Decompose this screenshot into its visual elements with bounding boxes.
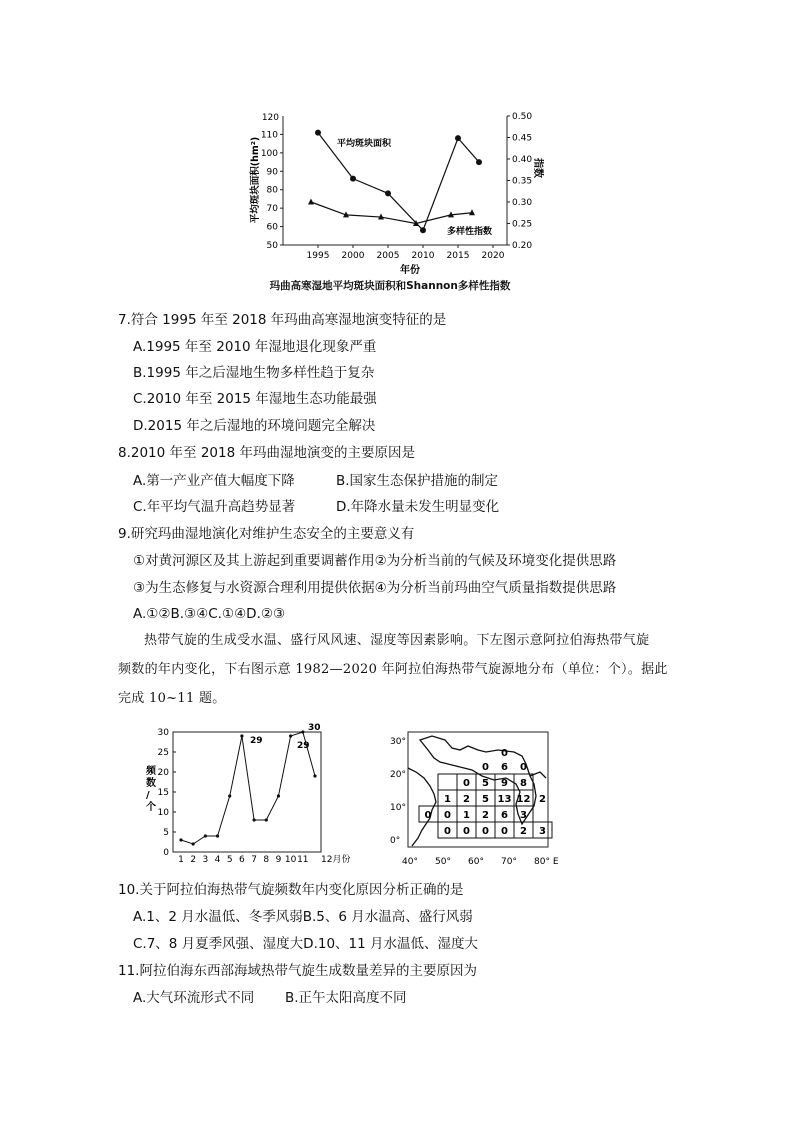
chart2-x-tick-label: 5 (226, 855, 233, 865)
map-cell-count: 5 (482, 778, 489, 789)
intro-line1: 热带气旋的生成受水温、盛行风风速、湿度等因素影响。下左图示意阿拉伯海热带气旋 (144, 633, 650, 648)
intro-line3: 完成 10~11 题。 (118, 691, 226, 706)
q8-option-a: A.第一产业产值大幅度下降 (133, 473, 295, 489)
coastline-africa (408, 768, 436, 846)
map-lat-label: 30° (390, 737, 406, 747)
q11-stem: 11.阿拉伯海东西部海域热带气旋生成数量差异的主要原因为 (118, 963, 477, 979)
q11-option-b: B.正午太阳高度不同 (285, 990, 407, 1006)
map-lon-label: 70° (501, 857, 517, 867)
left-tick-label: 50 (266, 241, 278, 251)
left-tick-label: 60 (266, 222, 278, 233)
q9-statement-line2: ③为生态修复与水资源合理利用提供依据④为分析当前玛曲空气质量指数提供思路 (133, 580, 617, 596)
map-cell-count: 9 (501, 778, 508, 789)
map-cell-count: 3 (539, 826, 546, 837)
map-cell-count: 0 (520, 762, 527, 773)
series-avg-patch-area-point (455, 135, 461, 141)
x-tick-label: 2000 (341, 251, 365, 261)
q9-options: A.①②B.③④C.①④D.②③ (133, 606, 286, 622)
right-tick-label: 0.30 (512, 198, 533, 208)
map-cell-count: 0 (501, 748, 508, 759)
chart2-series-point (313, 774, 316, 777)
series-avg-patch-area-point (476, 159, 482, 165)
map-lat-label: 10° (390, 803, 406, 813)
chart2-series-point (301, 730, 304, 733)
chart2-x-tick-label: 6 (239, 855, 245, 865)
series-avg-patch-area-point (385, 190, 391, 196)
map-grid-cell (438, 774, 457, 790)
series-diversity-index-line (311, 202, 472, 224)
chart-cyclone-frequency (140, 722, 355, 867)
q10-options-line2: C.7、8 月夏季风强、湿度大D.10、11 月水温低、湿度大 (133, 936, 479, 952)
label-avg-patch-area: 平均斑块面积 (337, 139, 392, 149)
map-lon-label: 40° (402, 857, 418, 867)
chart2-x-tick-label: 10 (284, 855, 297, 865)
q7-option-c: C.2010 年至 2015 年湿地生态功能最强 (133, 391, 377, 407)
chart-patch-area-shannon (245, 108, 545, 280)
map-lon-label: 60° (468, 857, 484, 867)
chart2-x-tick-label: 1 (178, 855, 184, 865)
map-latitude-labels (390, 737, 406, 846)
chart2-series-point (289, 734, 292, 737)
left-ticks (261, 130, 283, 251)
map-cell-count: 0 (482, 826, 489, 837)
chart2-x-tick-label: 11 (297, 855, 309, 865)
map-lon-label: 80° E (534, 857, 559, 867)
map-cell-count: 0 (424, 810, 432, 821)
x-tick-label: 2015 (446, 251, 470, 261)
q8-option-d: D.年降水量未发生明显变化 (336, 499, 500, 515)
right-tick-label: 0.45 (512, 133, 533, 144)
series-diversity-index-point (308, 199, 314, 205)
chart2-annotation-29-oct: 29 (297, 741, 310, 751)
right-tick-label: 0.35 (512, 176, 533, 187)
chart2-x-tick-label: 2 (190, 855, 197, 865)
left-tick-label: 100 (260, 148, 278, 159)
chart2-x-last: 12月份 (321, 855, 351, 865)
left-tick-label: 90 (266, 167, 278, 178)
intro-line2: 频数的年内变化，下右图示意 1982—2020 年阿拉伯海热带气旋源地分布（单位：个）。据此 (118, 662, 668, 677)
chart2-x-tick-label: 4 (214, 855, 221, 865)
series-avg-patch-area-point (315, 130, 321, 136)
chart2-series-point (277, 794, 280, 797)
map-lat-label: 20° (390, 770, 406, 780)
map-cyclone-sources (390, 728, 559, 870)
label-diversity-index: 多样性指数 (447, 227, 493, 237)
map-lon-label: 50° (435, 857, 451, 867)
q9-stem: 9.研究玛曲湿地演化对维护生态安全的主要意义有 (118, 526, 415, 542)
map-cell-count: 0 (463, 778, 470, 789)
chart2-x-tick-label: 3 (202, 855, 209, 865)
map-cell-count: 1 (444, 794, 451, 805)
right-tick-label: 0.50 (512, 112, 533, 122)
map-cell-count: 3 (520, 810, 527, 821)
q7-stem: 7.符合 1995 年至 2018 年玛曲高寒湿地演变特征的是 (118, 312, 447, 328)
right-tick-label: 0.25 (512, 219, 533, 230)
chart2-y-tick-label: 25 (157, 748, 169, 758)
right-ticks (507, 112, 532, 251)
left-tick-label: 80 (266, 185, 278, 196)
left-tick-label: 110 (260, 130, 278, 141)
chart2-y-tick-label: 20 (157, 768, 169, 778)
q8-option-b: B.国家生态保护措施的制定 (336, 473, 499, 489)
map-cell-count: 0 (444, 826, 451, 837)
coastline-india (530, 772, 546, 778)
chart2-x-tick-label: 9 (275, 855, 282, 865)
map-cell-count: 6 (501, 810, 508, 821)
q10-options-line1: A.1、2 月水温低、冬季风弱B.5、6 月水温高、盛行风弱 (133, 909, 473, 925)
right-tick-label: 0.20 (512, 241, 533, 251)
series-avg-patch-area-point (350, 176, 356, 182)
x-tick-label: 1995 (306, 251, 330, 261)
chart2-y-tick-label: 0 (163, 848, 169, 858)
q10-stem: 10.关于阿拉伯海热带气旋频数年内变化原因分析正确的是 (118, 882, 464, 898)
map-cell-count: 2 (463, 794, 470, 805)
chart2-x-tick-label: 8 (263, 855, 270, 865)
x-axis-label: 年份 (400, 265, 420, 276)
x-ticks (307, 245, 505, 261)
left-axis-label: 平均斑块面积(hm²) (250, 136, 261, 224)
chart1-caption: 玛曲高寒湿地平均斑块面积和Shannon多样性指数 (269, 280, 511, 292)
q7-option-d: D.2015 年之后湿地的环境问题完全解决 (133, 418, 376, 434)
q8-option-c: C.年平均气温升高趋势显著 (133, 499, 296, 515)
chart2-series-point (265, 818, 268, 821)
q8-stem: 8.2010 年至 2018 年玛曲湿地演变的主要原因是 (118, 445, 415, 461)
map-cell-count: 0 (501, 826, 508, 837)
map-cell-count: 0 (463, 826, 470, 837)
intro-paragraph (118, 626, 678, 713)
x-tick-label: 2005 (376, 251, 400, 261)
chart2-series-point (192, 842, 195, 845)
q7-option-b: B.1995 年之后湿地生物多样性趋于复杂 (133, 365, 375, 381)
chart2-y-tick-label: 5 (163, 828, 169, 838)
right-tick-label: 0.40 (512, 155, 533, 165)
chart2-annotation-29-june: 29 (250, 736, 263, 746)
chart2-series-point (179, 838, 182, 841)
q7-option-a: A.1995 年至 2010 年湿地退化现象严重 (133, 339, 377, 355)
chart2-ylabel-char: 数 (146, 778, 156, 789)
chart2-series-point (240, 734, 243, 737)
chart2-x-tick-label: 7 (251, 855, 257, 865)
coastline-arabia (420, 736, 536, 824)
chart2-series-point (204, 834, 207, 837)
map-cell-count: 13 (497, 794, 512, 805)
q9-statement-line1: ①对黄河源区及其上游起到重要调蓄作用②为分析当前的气候及环境变化提供思路 (133, 553, 617, 569)
chart2-ylabel (146, 764, 157, 813)
map-cell-count: 8 (520, 778, 527, 789)
chart2-x-ticks (178, 855, 308, 865)
chart2-y-tick-label: 30 (157, 728, 169, 738)
map-lat-label: 0° (390, 836, 401, 846)
chart1-series (308, 130, 482, 234)
map-cell-count: 12 (516, 794, 531, 805)
left-top-tick: 120 (261, 113, 279, 123)
chart2-annotation-30-nov: 30 (308, 723, 321, 733)
chart2-y-tick-label: 10 (157, 808, 169, 818)
left-tick-label: 70 (266, 204, 278, 215)
map-cell-count: 0 (482, 762, 489, 773)
chart2-series-point (252, 818, 255, 821)
map-cell-count: 2 (482, 810, 489, 821)
chart2-ylabel-char: 频 (146, 766, 156, 777)
right-axis-label: 指数 (532, 158, 543, 178)
chart2-ylabel-char: / (146, 790, 150, 801)
chart2-series-line (181, 732, 315, 844)
chart2-ylabel-char: 个 (146, 802, 156, 813)
map-cell-count: 6 (501, 762, 508, 773)
q11-option-a: A.大气环流形式不同 (133, 990, 255, 1006)
map-cell-count: 2 (520, 826, 527, 837)
map-cell-count: 2 (539, 794, 546, 805)
series-avg-patch-area-point (420, 227, 426, 233)
map-cell-count: 5 (482, 794, 489, 805)
series-diversity-index-point (469, 209, 475, 215)
x-tick-label: 2020 (481, 251, 505, 261)
x-tick-label: 2010 (411, 251, 435, 261)
chart2-series-point (216, 834, 219, 837)
chart2-y-tick-label: 15 (157, 788, 169, 798)
map-longitude-labels (402, 857, 559, 867)
map-cell-count: 0 (444, 810, 451, 821)
chart2-series-point (228, 794, 231, 797)
map-cell-count: 1 (463, 810, 470, 821)
